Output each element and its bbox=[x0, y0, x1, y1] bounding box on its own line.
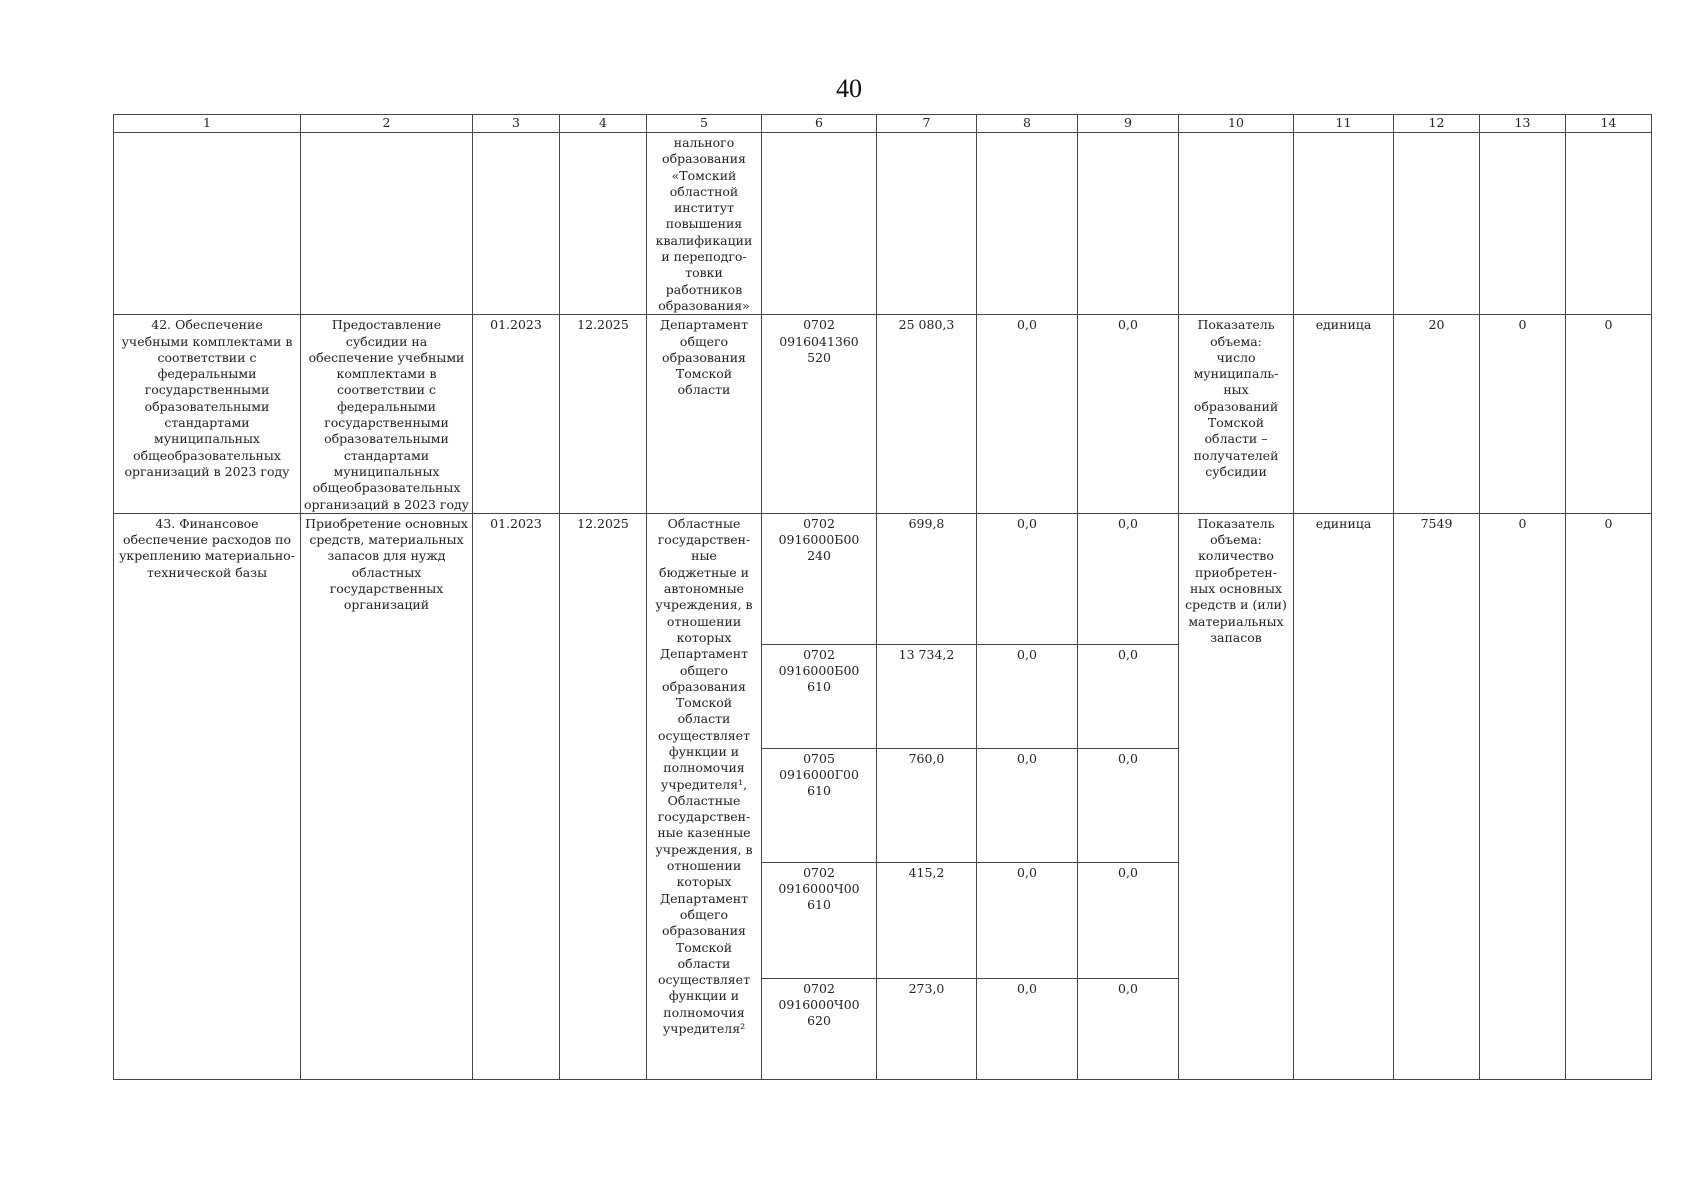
cell-empty bbox=[1078, 133, 1179, 315]
value-cell: 7549 bbox=[1394, 513, 1480, 1079]
table-row-43 bbox=[114, 513, 1652, 644]
value-cell: 0,0 bbox=[977, 644, 1078, 748]
unit-cell: единица bbox=[1294, 315, 1394, 514]
header-cell: 6 bbox=[762, 115, 877, 133]
value-cell: 20 bbox=[1394, 315, 1480, 514]
cell-empty bbox=[1394, 133, 1480, 315]
kbk-cell: 0702 0916041360 520 bbox=[762, 315, 877, 514]
event-cell: 43. Финансовое обеспечение расходов по укреплению материально- технической базы bbox=[114, 513, 301, 1079]
header-cell: 11 bbox=[1294, 115, 1394, 133]
header-cell: 9 bbox=[1078, 115, 1179, 133]
value-cell: 0 bbox=[1566, 513, 1652, 1079]
activity-cell: Приобретение основных средств, материальных запасов для нужд областных государственных организаций bbox=[301, 513, 473, 1079]
value-cell: 0,0 bbox=[977, 315, 1078, 514]
value-cell: 0,0 bbox=[1078, 644, 1179, 748]
header-cell: 10 bbox=[1179, 115, 1294, 133]
executor-cell: нального образования «Томский областной институт повышения квалификации и переподго- товки работников образования» bbox=[647, 133, 762, 315]
kbk-cell: 0702 0916000Б00 240 bbox=[762, 513, 877, 644]
header-cell: 4 bbox=[560, 115, 647, 133]
executor-cell: Департамент общего образования Томской области bbox=[647, 315, 762, 514]
header-cell: 14 bbox=[1566, 115, 1652, 133]
end-date-cell: 12.2025 bbox=[560, 513, 647, 1079]
end-date-cell: 12.2025 bbox=[560, 315, 647, 514]
table-row-continuation bbox=[114, 133, 1652, 315]
cell-empty bbox=[1480, 133, 1566, 315]
kbk-cell: 0702 0916000Ч00 610 bbox=[762, 862, 877, 978]
value-cell: 0,0 bbox=[1078, 513, 1179, 644]
cell-empty bbox=[762, 133, 877, 315]
cell-empty bbox=[473, 133, 560, 315]
header-cell: 7 bbox=[877, 115, 977, 133]
page-number: 40 bbox=[836, 74, 862, 103]
value-cell: 0,0 bbox=[1078, 748, 1179, 862]
header-cell: 13 bbox=[1480, 115, 1566, 133]
value-cell: 0,0 bbox=[1078, 315, 1179, 514]
executor-cell: Областные государствен- ные бюджетные и автономные учреждения, в отношении которых Департамент общего образования Томской области осуществляет функции и полномочия учредителя¹, Областные государствен- ные казенные учреждения, в отношении которых Департамент общего образования Томской области осуществляет функции и полномочия учредителя² bbox=[647, 513, 762, 1079]
amount-cell: 699,8 bbox=[877, 513, 977, 644]
header-cell: 2 bbox=[301, 115, 473, 133]
value-cell: 0,0 bbox=[977, 978, 1078, 1079]
table-row-42 bbox=[114, 315, 1652, 514]
amount-cell: 13 734,2 bbox=[877, 644, 977, 748]
kbk-cell: 0702 0916000Ч00 620 bbox=[762, 978, 877, 1079]
kbk-cell: 0705 0916000Г00 610 bbox=[762, 748, 877, 862]
cell-empty bbox=[301, 133, 473, 315]
indicator-cell: Показатель объема: число муниципаль- ных образований Томской области – получателей субсидии bbox=[1179, 315, 1294, 514]
start-date-cell: 01.2023 bbox=[473, 315, 560, 514]
value-cell: 0 bbox=[1566, 315, 1652, 514]
value-cell: 0,0 bbox=[977, 862, 1078, 978]
header-cell: 12 bbox=[1394, 115, 1480, 133]
header-cell: 3 bbox=[473, 115, 560, 133]
cell-empty bbox=[1294, 133, 1394, 315]
value-cell: 0 bbox=[1480, 315, 1566, 514]
unit-cell: единица bbox=[1294, 513, 1394, 1079]
indicator-cell: Показатель объема: количество приобретен- ных основных средств и (или) материальных запасов bbox=[1179, 513, 1294, 1079]
value-cell: 0,0 bbox=[1078, 978, 1179, 1079]
value-cell: 0,0 bbox=[1078, 862, 1179, 978]
amount-cell: 415,2 bbox=[877, 862, 977, 978]
value-cell: 0,0 bbox=[977, 513, 1078, 644]
start-date-cell: 01.2023 bbox=[473, 513, 560, 1079]
header-cell: 1 bbox=[114, 115, 301, 133]
kbk-cell: 0702 0916000Б00 610 bbox=[762, 644, 877, 748]
header-cell: 8 bbox=[977, 115, 1078, 133]
header-cell: 5 bbox=[647, 115, 762, 133]
cell-empty bbox=[1566, 133, 1652, 315]
amount-cell: 760,0 bbox=[877, 748, 977, 862]
value-cell: 0,0 bbox=[977, 748, 1078, 862]
cell-empty bbox=[977, 133, 1078, 315]
value-cell: 0 bbox=[1480, 513, 1566, 1079]
event-cell: 42. Обеспечение учебными комплектами в соответствии с федеральными государственными образовательными стандартами муниципальных общеобразовательных организаций в 2023 году bbox=[114, 315, 301, 514]
amount-cell: 25 080,3 bbox=[877, 315, 977, 514]
cell-empty bbox=[877, 133, 977, 315]
program-table bbox=[113, 114, 1652, 1080]
cell-empty bbox=[560, 133, 647, 315]
activity-cell: Предоставление субсидии на обеспечение учебными комплектами в соответствии с федеральными государственными образовательными стандартами муниципальных общеобразовательных организаций в 2023 году bbox=[301, 315, 473, 514]
amount-cell: 273,0 bbox=[877, 978, 977, 1079]
cell-empty bbox=[114, 133, 301, 315]
header-row bbox=[114, 115, 1652, 133]
cell-empty bbox=[1179, 133, 1294, 315]
